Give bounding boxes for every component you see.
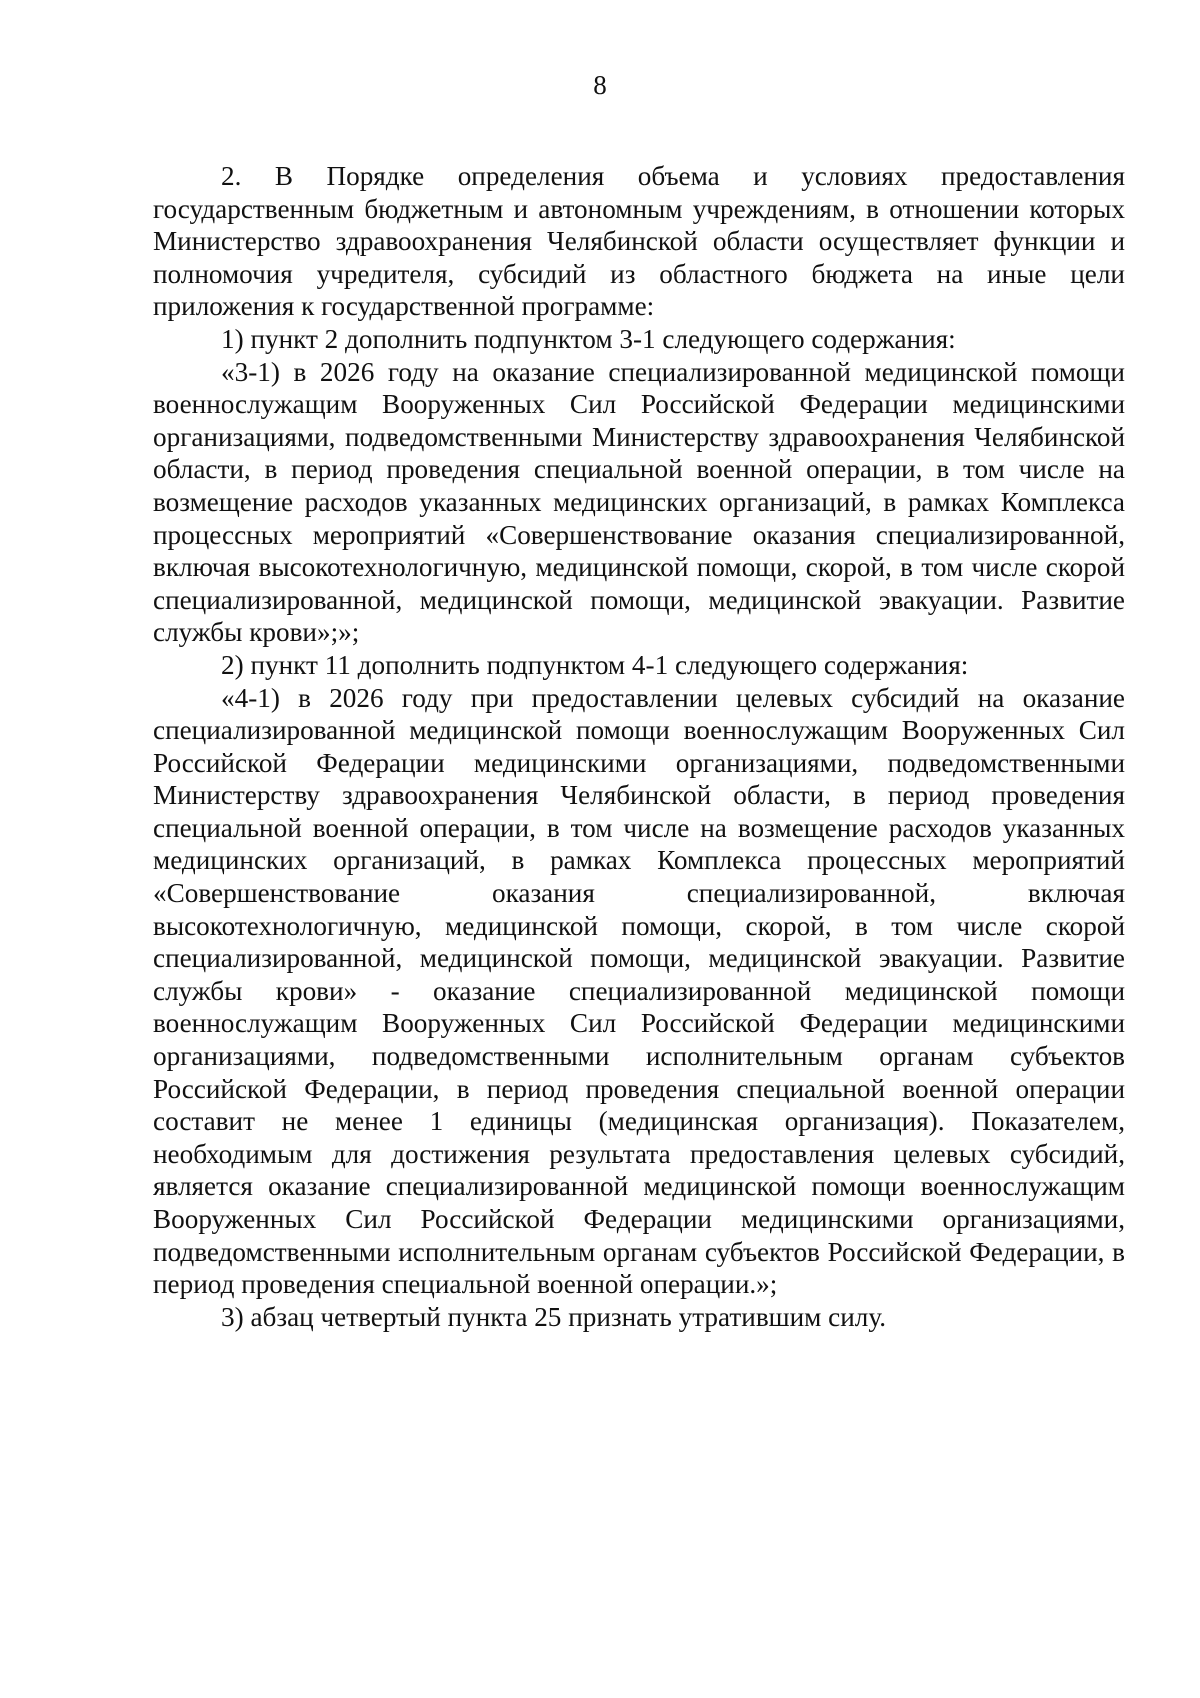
page-number: 8 [593,70,607,100]
paragraph-section-2-intro: 2. В Порядке определения объема и условиях предоставления государственным бюджетным и автономным учреждениям, в отношении которых Министерство здравоохранения Челябинской области осуществляет функции и полномочия учредителя, субсидий из областного бюджета на иные цели приложения к государственной программе: [153,161,1125,322]
paragraph-item-1: 1) пункт 2 дополнить подпунктом 3-1 следующего содержания: [221,323,956,354]
paragraph-item-2: 2) пункт 11 дополнить подпунктом 4-1 следующего содержания: [221,649,969,680]
paragraph-subitem-3-1: «3-1) в 2026 году на оказание специализированной медицинской помощи военнослужащим Вооруженных Сил Российской Федерации медицинскими организациями, подведомственными Министерству здравоохранения Челябинской области, в период проведения специальной военной операции, в том числе на возмещение расходов указанных медицинских организаций, в рамках Комплекса процессных мероприятий «Совершенствование оказания специализированной, включая высокотехнологичную, медицинской помощи, скорой, в том числе скорой специализированной, медицинской помощи, медицинской эвакуации. Развитие службы крови»;»; [153,356,1125,648]
paragraph-item-3: 3) абзац четвертый пункта 25 признать утратившим силу. [221,1301,886,1332]
document-body [153,160,1125,1333]
paragraph-subitem-4-1: «4-1) в 2026 году при предоставлении целевых субсидий на оказание специализированной медицинской помощи военнослужащим Вооруженных Сил Российской Федерации медицинскими организациями, подведомственными Министерству здравоохранения Челябинской области, в период проведения специальной военной операции, в том числе на возмещение расходов указанных медицинских организаций, в рамках Комплекса процессных мероприятий «Совершенствование оказания специализированной, включая высокотехнологичную, медицинской помощи, скорой, в том числе скорой специализированной, медицинской помощи, медицинской эвакуации. Развитие службы крови» - оказание специализированной медицинской помощи военнослужащим Вооруженных Сил Российской Федерации медицинскими организациями, подведомственными исполнительным органам субъектов Российской Федерации, в период проведения специальной военной операции составит не менее 1 единицы (медицинская организация). Показателем, необходимым для достижения результата предоставления целевых субсидий, является оказание специализированной медицинской помощи военнослужащим Вооруженных Сил Российской Федерации медицинскими организациями, подведомственными исполнительным органам субъектов Российской Федерации, в период проведения специальной военной операции.»; [153,682,1125,1300]
